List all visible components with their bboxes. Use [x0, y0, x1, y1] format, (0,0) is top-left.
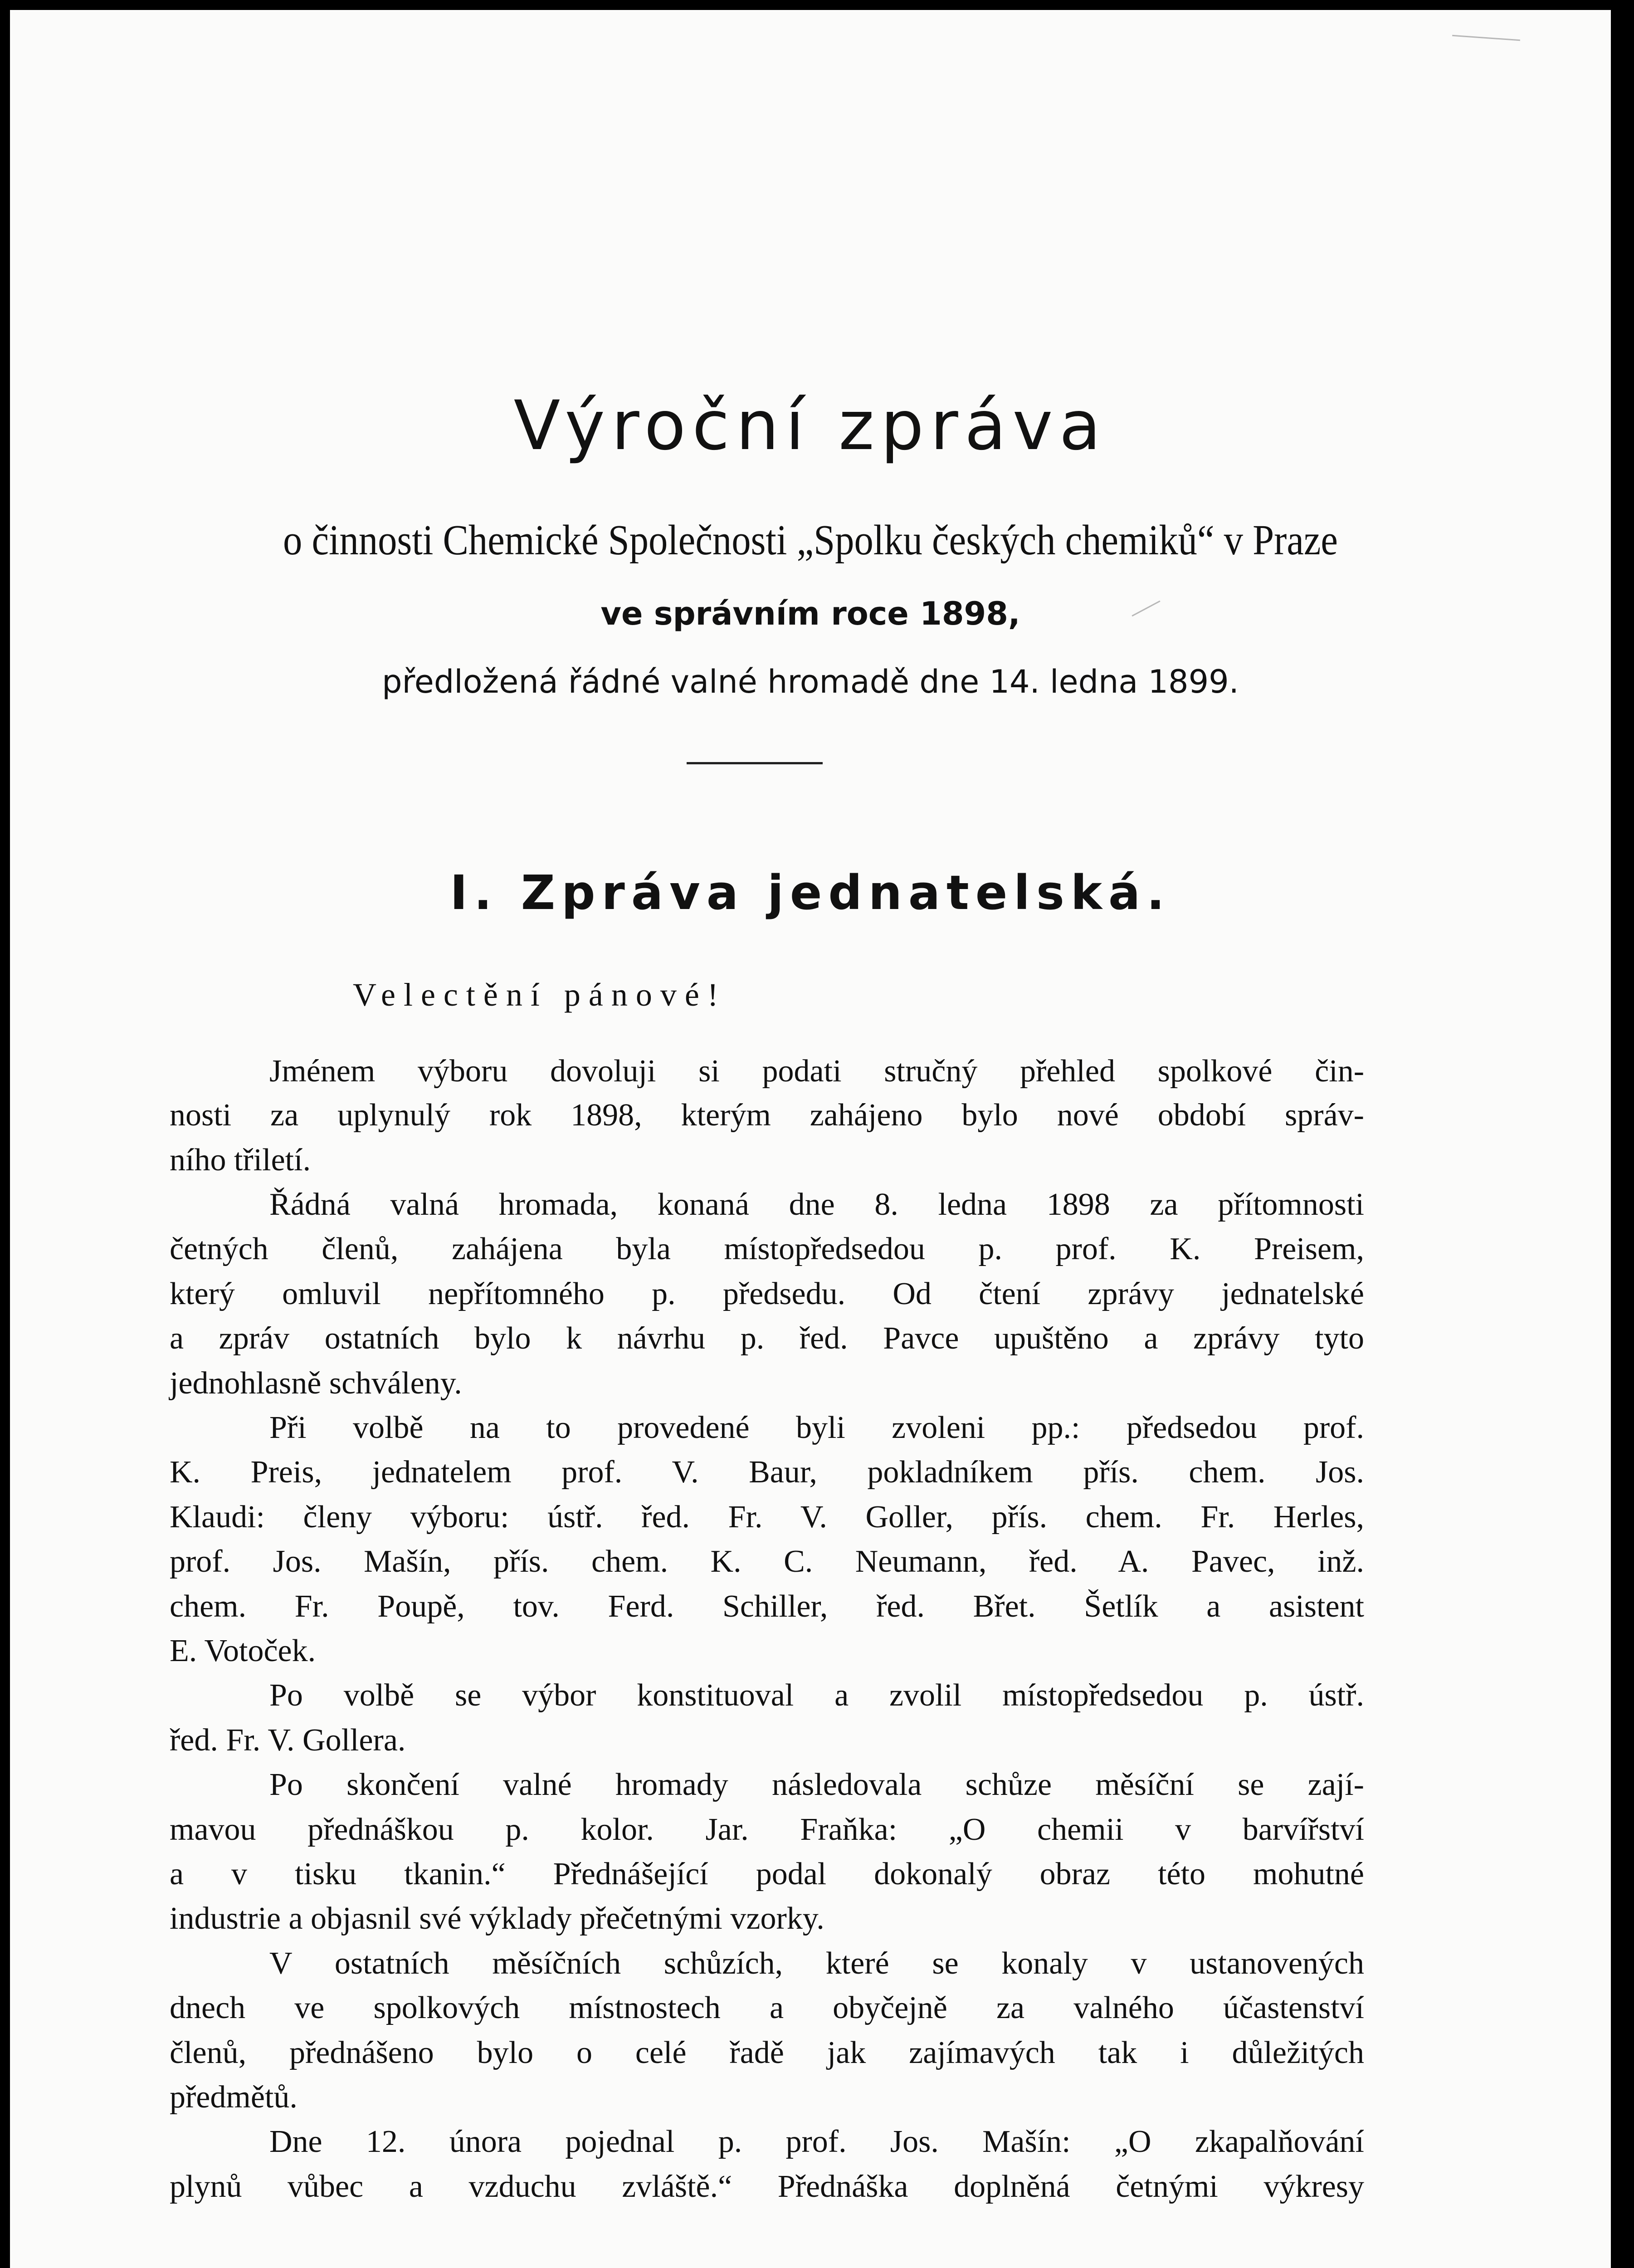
body-line: dnech ve spolkových místnostech a obyčejně za valného účastenství: [170, 1990, 1364, 2025]
body-line: Po skončení valné hromady následovala schůze měsíční se zají-: [269, 1767, 1364, 1802]
body-line: prof. Jos. Mašín, přís. chem. K. C. Neumann, řed. A. Pavec, inž.: [170, 1544, 1364, 1579]
body-line: Jménem výboru dovoluji si podati stručný přehled spolkové čin-: [269, 1054, 1364, 1089]
body-line: Po volbě se výbor konstituoval a zvolil místopředsedou p. ústř.: [269, 1678, 1364, 1713]
body-line: řed. Fr. V. Gollera.: [170, 1723, 406, 1758]
report-title: Výroční zpráva: [513, 386, 1107, 465]
body-line: a zpráv ostatních bylo k návrhu p. řed. Pavce upuštěno a zprávy tyto: [170, 1321, 1364, 1356]
body-line: Klaudi: členy výboru: ústř. řed. Fr. V. Goller, přís. chem. Fr. Herles,: [170, 1500, 1364, 1535]
salutation: Velectění pánové!: [353, 977, 727, 1013]
report-date-line: předložená řádné valné hromadě dne 14. ledna 1899.: [382, 663, 1239, 700]
body-line: členů, přednášeno bylo o celé řadě jak zajímavých tak i důležitých: [170, 2035, 1364, 2070]
title-divider: [687, 762, 823, 764]
body-text: [170, 1008, 1364, 2268]
body-line: plynů vůbec a vzduchu zvláště.“ Přednáška doplněná četnými výkresy: [170, 2169, 1364, 2204]
body-line: chem. Fr. Poupě, tov. Ferd. Schiller, řed. Břet. Šetlík a asistent: [170, 1589, 1364, 1624]
body-line: a v tisku tkanin.“ Přednášející podal dokonalý obraz této mohutné: [170, 1857, 1364, 1892]
body-line: ního třiletí.: [170, 1143, 311, 1178]
report-subtitle: o činnosti Chemické Společnosti „Spolku českých chemiků“ v Praze: [283, 517, 1338, 564]
document-page: [10, 10, 1611, 2268]
section-heading: I. Zpráva jednatelská.: [450, 865, 1171, 920]
body-line: Dne 12. února pojednal p. prof. Jos. Mašín: „O zkapalňování: [269, 2124, 1364, 2159]
body-line: který omluvil nepřítomného p. předsedu. Od čtení zprávy jednatelské: [170, 1276, 1364, 1311]
body-line: předmětů.: [170, 2080, 298, 2115]
body-line: industrie a objasnil své výklady přečetnými vzorky.: [170, 1901, 824, 1936]
body-line: mavou přednáškou p. kolor. Jar. Fraňka: „O chemii v barvířství: [170, 1812, 1364, 1847]
body-line: nosti za uplynulý rok 1898, kterým zahájeno bylo nové období správ-: [170, 1098, 1364, 1133]
body-line: Řádná valná hromada, konaná dne 8. ledna 1898 za přítomnosti: [269, 1187, 1364, 1222]
body-line: Při volbě na to provedené byli zvoleni pp.: předsedou prof.: [269, 1410, 1364, 1445]
body-line: četných členů, zahájena byla místopředsedou p. prof. K. Preisem,: [170, 1232, 1364, 1266]
body-line: jednohlasně schváleny.: [170, 1366, 462, 1401]
body-line: E. Votoček.: [170, 1633, 316, 1668]
scan-mark: [1452, 35, 1520, 41]
body-line: K. Preis, jednatelem prof. V. Baur, pokladníkem přís. chem. Jos.: [170, 1455, 1364, 1490]
body-line: V ostatních měsíčních schůzích, které se konaly v ustanovených: [269, 1946, 1364, 1981]
report-year-line: ve správním roce 1898,: [600, 595, 1020, 632]
